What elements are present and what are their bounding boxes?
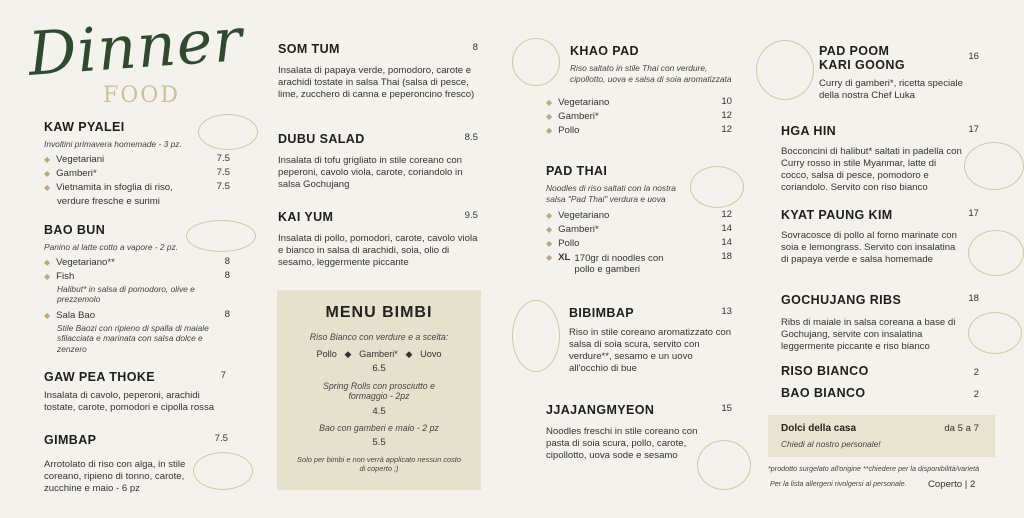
dish-name: KHAO PAD [570, 44, 639, 58]
khao-pad-options [546, 96, 732, 138]
sala-desc: Stile Baozi con ripieno di spalla di maiale sfilacciata e marinata con salsa dolce e zenzero [57, 322, 209, 354]
dish-price: 9.5 [464, 210, 478, 221]
dish-price: 18 [968, 293, 979, 304]
dolci-box [768, 415, 995, 457]
bimbi-line3: Bao con gamberi e maio - 2 pz [319, 422, 439, 433]
bimbi-price: 6.5 [372, 362, 386, 374]
gimbap-illustration-icon [193, 452, 253, 490]
bimbi-price: 4.5 [372, 405, 386, 417]
dish-name: BAO BUN [44, 223, 106, 237]
bimbi-title: MENU BIMBI [325, 304, 433, 321]
option-price: 12 [721, 124, 732, 135]
gochujang-ribs-section [781, 293, 979, 353]
dish-name: BAO BIANCO [781, 386, 866, 400]
dish-name: DUBU SALAD [278, 132, 365, 146]
dish-desc: Insalata di pollo, pomodori, carote, cavolo viola e bianco in salsa di arachidi, soia, olio di sesamo, leggermente piccante [278, 233, 478, 268]
option-label: ◆ Vietnamita in sfoglia di riso, [44, 181, 173, 195]
dish-name: GIMBAP [44, 433, 97, 447]
option-price: 14 [721, 223, 732, 234]
bibimbap-illustration-icon [512, 300, 560, 372]
dolci-name: Dolci della casa [781, 423, 857, 434]
dish-name: PAD POOM [819, 44, 890, 58]
kai-yum-section [278, 210, 478, 269]
bao-illustration-icon [186, 220, 256, 252]
dolci-sub: Chiedi al nostro personale! [781, 439, 881, 449]
dish-desc: Curry di gamberi*, ricetta speciale della nostra Chef Luka [819, 78, 963, 101]
dish-name: BIBIMBAP [569, 306, 635, 320]
dish-name: SOM TUM [278, 42, 340, 56]
option-label: ◆ Gamberi* [44, 167, 97, 181]
option-price: 7.5 [216, 180, 230, 192]
dish-desc: Arrotolato di riso con alga, in stile coreano, ripieno di tonno, carote, zucchine e maio - 6 pz [44, 459, 186, 494]
option-price: 10 [721, 96, 732, 107]
option-price: 8 [224, 269, 230, 281]
dolci-price: da 5 a 7 [944, 423, 979, 434]
dish-price: 2 [973, 367, 979, 378]
dinner-title: Dinner [26, 5, 246, 90]
dish-desc: Riso in stile coreano aromatizzato con salsa di soia scura, servito con verdure**, sesamo e un uovo all'occhio di bue [569, 327, 732, 374]
bimbi-option: Uovo [420, 348, 442, 359]
dish-name: JJAJANGMYEON [546, 403, 655, 417]
coperto: Coperto | 2 [928, 479, 976, 490]
option-price: 7.5 [216, 152, 230, 164]
noodles-illustration-icon [690, 166, 744, 208]
dish-name: KAW PYALEI [44, 120, 125, 134]
option-label: ◆ Vegetariano [546, 209, 609, 223]
bimbi-line2: Spring Rolls con prosciutto e formaggio - 2pz [323, 380, 435, 401]
dish-desc: Panino al latte cotto a vapore - 2 pz. [44, 242, 179, 252]
dish-price: 8.5 [464, 132, 478, 143]
xl-desc: 170gr di noodles con pollo e gamberi [574, 253, 664, 275]
rice-bowl-illustration-icon [512, 38, 560, 86]
bimbi-option: Pollo [316, 348, 337, 359]
som-tum-section [278, 42, 478, 101]
option-label: ◆ Vegetariano [546, 96, 609, 110]
dish-desc: Noodles di riso saltati con la nostra salsa "Pad Thai" verdura e uova [546, 183, 676, 204]
footnote-allergeni: Per la lista allergeni rivolgersi al personale. [770, 479, 907, 488]
option-price: 18 [721, 251, 732, 262]
dish-name: KAI YUM [278, 210, 334, 224]
dish-desc: Insalata di papaya verde, pomodoro, carote e arachidi tostate in salsa Thai (salsa di pesce, lime, zucchero di canna e peperoncino fresco) [278, 65, 475, 100]
option-label: ◆ Pollo [546, 237, 580, 251]
riso-bianco-section [781, 364, 979, 378]
option-price: 8 [224, 255, 230, 267]
option-price: 14 [721, 237, 732, 248]
pad-thai-options [546, 209, 732, 275]
dish-name: KYAT PAUNG KIM [781, 208, 893, 222]
curry-plate-illustration-icon [756, 40, 814, 100]
curry-pot-illustration-icon [964, 142, 1024, 190]
option-price: 12 [721, 110, 732, 121]
dish-desc: Noodles freschi in stile coreano con pasta di soia scura, pollo, carote, cipollotto, uova sode e sesamo [546, 426, 698, 461]
xl-label: ◆ XL [558, 252, 571, 263]
menu-bimbi-box [277, 290, 481, 490]
option-label: ◆ Vegetariani [44, 153, 104, 167]
dish-name: RISO BIANCO [781, 364, 869, 378]
dish-desc: Insalata di cavolo, peperoni, arachidi tostate, carote, pomodori e cipolla rossa [44, 390, 215, 413]
dish-desc: Bocconcini di halibut* saltati in padella con Curry rosso in stile Myanmar, latte di cocco, salsa di pesce, pomodoro e coriandolo. Servito con riso bianco [781, 146, 962, 193]
option-label: ◆ Sala Bao [44, 309, 95, 323]
bimbi-option: Gamberi* [359, 348, 398, 359]
dish-price: 2 [973, 389, 979, 400]
bimbi-price: 5.5 [372, 437, 386, 448]
footnote-surgelato: *prodotto surgelato all'origine **chiedere per la disponibilità/varietà [768, 464, 980, 473]
food-subtitle: FOOD [103, 83, 180, 108]
bibimbap-section [569, 306, 732, 375]
option-price: 8 [224, 308, 230, 320]
kyat-paung-kim-section [781, 208, 979, 266]
dish-name: HGA HIN [781, 124, 837, 138]
option-price: 12 [721, 209, 732, 220]
dish-price: 13 [721, 306, 732, 317]
noodle-bowl-illustration-icon [697, 440, 751, 490]
dish-name: GOCHUJANG RIBS [781, 293, 902, 307]
spring-rolls-illustration-icon [198, 114, 258, 150]
dish-price: 17 [968, 208, 979, 219]
dubu-salad-section [278, 132, 478, 191]
dish-price: 16 [968, 51, 979, 62]
dish-name: GAW PEA THOKE [44, 370, 155, 384]
dish-desc: Insalata di tofu grigliato in stile coreano con peperoni, cavolo viola, carote, coriandolo in salsa Gochujang [278, 155, 463, 190]
option-label: ◆ Fish [44, 270, 74, 284]
dish-name-line2: KARI GOONG [819, 58, 905, 72]
pad-thai-section [546, 164, 691, 204]
option-label: ◆ Pollo [546, 124, 580, 138]
option-label: ◆ Gamberi* [546, 223, 599, 237]
dish-price: 8 [472, 42, 478, 53]
bimbi-note: Solo per bimbi e non verrà applicato nessun costo di coperto ;) [297, 455, 461, 473]
pad-poom-section [819, 44, 979, 102]
dish-price: 17 [968, 124, 979, 135]
dish-desc: Involtini primavera homemade - 3 pz. [44, 139, 182, 149]
dish-name: PAD THAI [546, 164, 608, 178]
bimbi-options: Pollo ◆ Gamberi* ◆ Uovo [316, 348, 442, 359]
dish-price: 15 [721, 403, 732, 414]
option-label: ◆ Vegetariano** [44, 256, 115, 270]
hga-hin-section [781, 124, 979, 194]
option-extra: verdure fresche e surimi [57, 195, 160, 207]
bimbi-line1: Riso Bianco con verdure e a scelta: [309, 332, 449, 342]
option-price: 7.5 [216, 166, 230, 178]
dish-desc: Ribs di maiale in salsa coreana a base di Gochujang, servite con insalatina leggermente piccante e riso bianco [781, 317, 956, 352]
dish-price: 7.5 [214, 433, 228, 444]
ribs-illustration-icon [968, 312, 1022, 354]
dish-price: 7 [220, 370, 226, 381]
khao-pad-section [570, 44, 745, 84]
chicken-illustration-icon [968, 230, 1024, 276]
gaw-pea-section [44, 370, 226, 414]
dish-desc: Sovracosce di pollo al forno marinate con soia e lemongrass. Servito con insalatina di papaya verde e salsa homemade [781, 230, 957, 265]
bao-bianco-section [781, 386, 979, 400]
option-label: ◆ Gamberi* [546, 110, 599, 124]
dish-desc: Riso saltato in stile Thai con verdure, cipollotto, uova e salsa di soia aromatizzata [570, 63, 732, 84]
fish-desc: Halibut* in salsa di pomodoro, olive e prezzemolo [57, 283, 195, 304]
